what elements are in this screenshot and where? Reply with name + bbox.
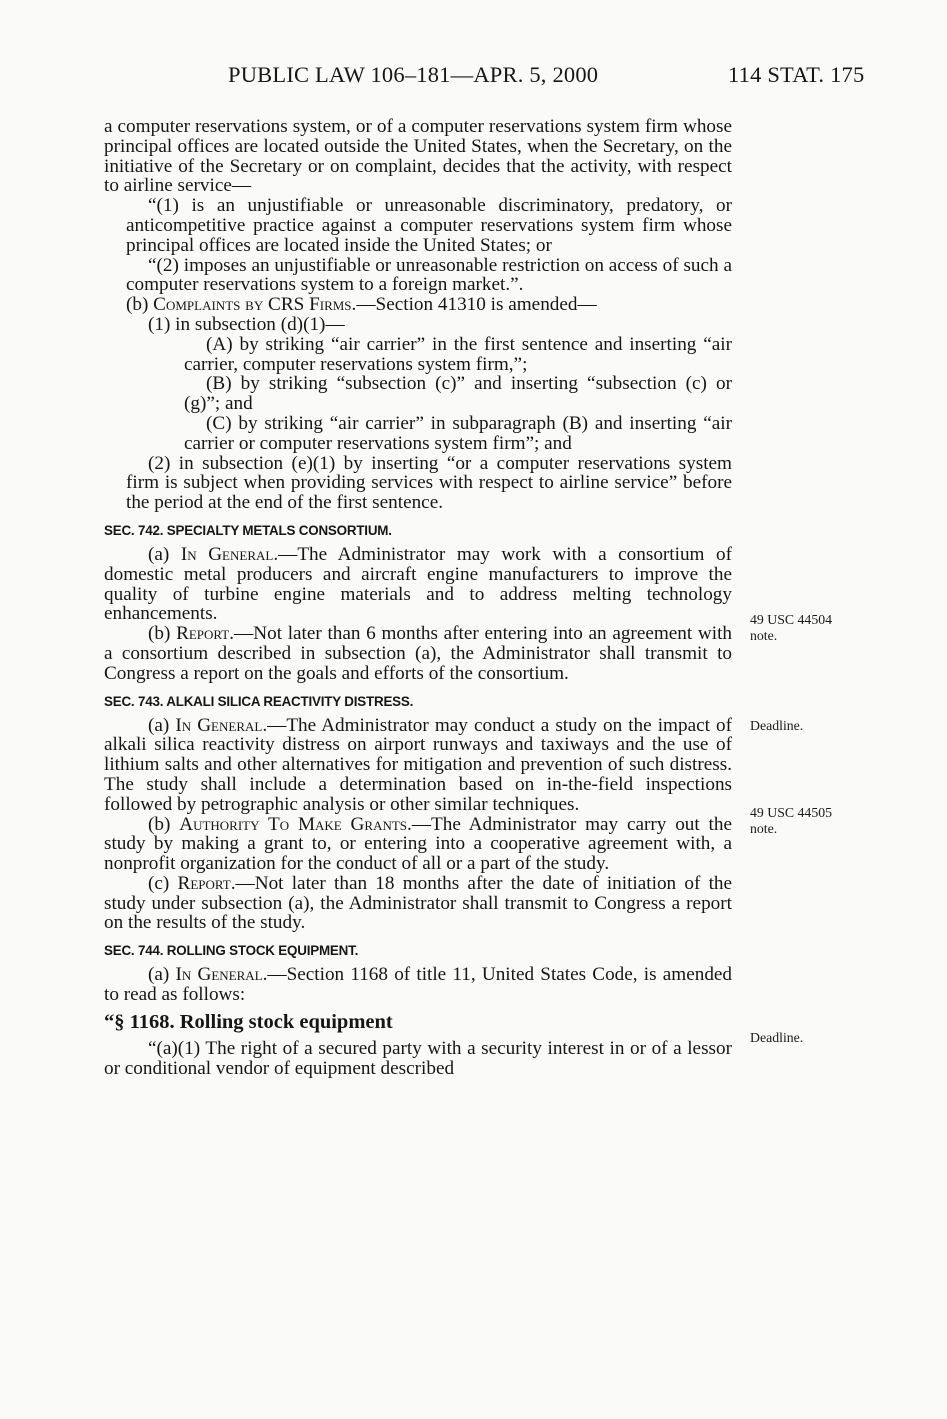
subsection-text: —Section 1168 of title 11, United States Code, is amended to read as follows: (104, 964, 733, 1006)
subsection-label: (b) (148, 813, 180, 835)
intro-paragraph: a computer reservations system, or of a computer reservations system firm whose principal offices are located outside the United States, when the Secretary, on the initiative of the Secretary or on complaint, decides that the activity, with respect to airline service— (104, 116, 732, 197)
subsection-text: —Not later than 18 months after the date of initiation of the study under subsection (a), the Administrator shall transmit to Congress a report on the results of the study. (104, 872, 733, 934)
section-744-heading: SEC. 744. ROLLING STOCK EQUIPMENT. (104, 943, 359, 959)
page-header (0, 62, 947, 90)
section-1168-a1: “(a)(1) The right of a secured party with a security interest in or of a lessor or conditional vendor of equipment described (104, 1037, 732, 1079)
clause-b-1-B: (B) by striking “subsection (c)” and inserting “subsection (c) or (g)”; and (184, 373, 732, 415)
section-742-heading: SEC. 742. SPECIALTY METALS CONSORTIUM. (104, 522, 392, 538)
subsection-label: (a) (148, 714, 176, 736)
paragraph-1: “(1) is an unjustifiable or unreasonable discriminatory, predatory, or anticompetitive practice against a computer reservations system firm whose principal offices are located inside the United States; or (126, 195, 732, 256)
section-743-b (104, 815, 732, 874)
subsection-heading: Report. (177, 872, 236, 894)
clause-b-1-A: (A) by striking “air carrier” in the first sentence and inserting “air carrier, computer reservations system firm,”; (184, 333, 732, 375)
paragraph-2: “(2) imposes an unjustifiable or unreasonable restriction on access of such a computer reservations system to a foreign market.”. (126, 254, 732, 296)
subsection-heading: In General. (180, 543, 279, 565)
subsection-heading: Report. (176, 623, 235, 645)
subsection-heading: In General. (175, 964, 268, 986)
subsection-text: —The Administrator may carry out the study by making a grant to, or entering into a cooperative agreement with, a nonprofit organization for the conduct of all or a part of the study. (104, 813, 733, 875)
subsection-label: (b) (148, 623, 177, 645)
section-743-a (104, 716, 732, 815)
statute-body (104, 117, 732, 1078)
section-1168-heading: “§ 1168. Rolling stock equipment (104, 1010, 393, 1033)
subsection-text: —Section 41310 is amended— (356, 294, 597, 316)
subsection-label: (a) (148, 543, 181, 565)
subsection-heading: Complaints by CRS Firms. (153, 294, 357, 316)
subsection-b (104, 295, 732, 315)
margin-note-deadline: Deadline. (750, 718, 804, 733)
subsection-heading: In General. (175, 714, 268, 736)
section-743-heading: SEC. 743. ALKALI SILICA REACTIVITY DISTRESS. (104, 693, 414, 709)
clause-b-2: (2) in subsection (e)(1) by inserting “or a computer reservations system firm is subject when providing services with respect to airline service” before the period at the end of the first sentence. (126, 452, 732, 514)
subsection-label: (c) (148, 872, 178, 894)
margin-note-44505: 49 USC 44505 note. (750, 805, 833, 836)
page-number: 114 STAT. 175 (728, 62, 865, 87)
subsection-label: (b) (126, 294, 154, 316)
subsection-text: —The Administrator may conduct a study on the impact of alkali silica reactivity distress on airport runways and taxiways and the use of lithium salts and other alternatives for mitigation and prevention of such distress. The study shall include a determination based on in-the-field inspections followed by petrographic analysis or other similar techniques. (104, 714, 732, 815)
subsection-label: (a) (148, 964, 176, 986)
section-742-a (104, 545, 732, 624)
section-743-c (104, 874, 732, 933)
subsection-text: —The Administrator may work with a consortium of domestic metal producers and aircraft engine manufacturers to improve the quality of turbine engine materials and to address melting technology enhancements. (104, 543, 733, 625)
subsection-heading: Authority To Make Grants. (179, 813, 412, 835)
section-744-a (104, 965, 732, 1005)
clause-b-1: (1) in subsection (d)(1)— (148, 313, 345, 335)
clause-b-1-C: (C) by striking “air carrier” in subparagraph (B) and inserting “air carrier or computer reservations system firm”; and (184, 412, 732, 454)
margin-note-deadline: Deadline. (750, 1030, 804, 1045)
margin-note-44504: 49 USC 44504 note. (750, 612, 833, 643)
subsection-text: —Not later than 6 months after entering into an agreement with a consortium described in subsection (a), the Administrator shall transmit to Congress a report on the goals and efforts of the consortium. (104, 623, 733, 684)
section-742-b (104, 624, 732, 683)
running-title: PUBLIC LAW 106–181—APR. 5, 2000 (228, 62, 599, 87)
